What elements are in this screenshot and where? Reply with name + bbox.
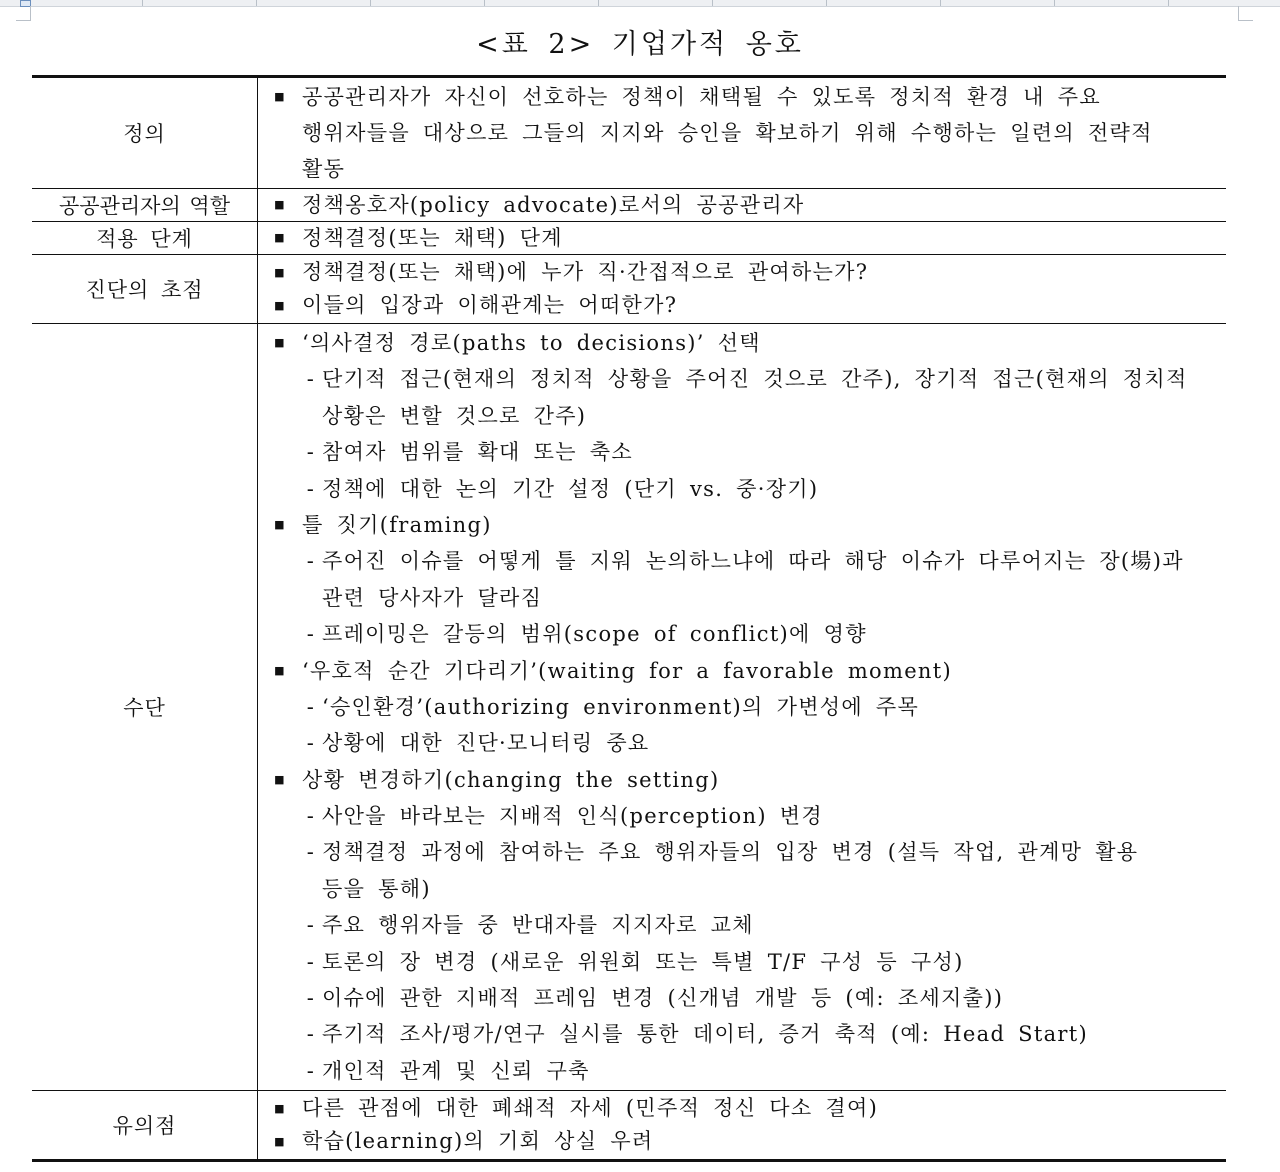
row-content [258,222,1227,255]
table-row [32,189,1226,222]
dash-icon [300,907,322,943]
sub-item: - 정책에 대한 논의 기간 설정 (단기 vs. 중·장기) [258,471,1226,507]
sub-item-continuation: 관련 당사자가 달라짐 [322,585,543,610]
list-item: ■ ‘의사결정 경로(paths to decisions)’ 선택 [258,325,1226,361]
row-content [258,324,1227,1091]
sub-item: - 상황에 대한 진단·모니터링 중요 [258,725,1226,761]
sub-item-continuation: 등을 통해) [322,876,431,901]
sub-item: - 이슈에 관한 지배적 프레임 변경 (신개념 개발 등 (예: 조세지출)) [258,980,1226,1016]
bullet-icon [258,653,302,689]
bullet-icon [258,507,302,543]
page-corner-mark [1238,6,1253,21]
dash-icon [300,798,322,834]
list-item: ■ 정책옹호자(policy advocate)로서의 공공관리자 [258,190,1226,220]
sub-item: - 사안을 바라보는 지배적 인식(perception) 변경 [258,798,1226,834]
bullet-icon [258,762,302,798]
list-item: ■ ‘우호적 순간 기다리기’(waiting for a favorable moment) [258,653,1226,689]
row-label-diagnosis: 진단의 초점 [32,255,258,324]
row-label-definition: 정의 [32,77,258,189]
row-label-means: 수단 [32,324,258,1091]
list-item-continuation: 행위자들을 대상으로 그들의 지지와 승인을 확보하기 위해 수행하는 일련의 전략적 [302,121,1153,145]
list-item: ■ 이들의 입장과 이해관계는 어떠한가? [258,289,1226,322]
sub-item: - 주기적 조사/평가/연구 실시를 통한 데이터, 증거 축적 (예: Head Start) [258,1016,1226,1052]
row-content [258,1091,1227,1161]
row-content [258,255,1227,324]
dash-icon [300,834,322,870]
dash-icon [300,689,322,725]
dash-icon [300,471,322,507]
sub-item: - 주요 행위자들 중 반대자를 지지자로 교체 [258,907,1226,943]
table-row [32,77,1226,189]
table-caption: <표 2> 기업가적 옹호 [476,29,804,60]
bullet-icon [258,1092,302,1125]
dash-icon [300,616,322,652]
policy-table [32,75,1226,1162]
dash-icon [300,944,322,980]
list-item: ■ 상황 변경하기(changing the setting) [258,762,1226,798]
table-row [32,222,1226,255]
sub-item: - 단기적 접근(현재의 정치적 상황을 주어진 것으로 간주), 장기적 접근(현재의 정치적 [258,361,1226,397]
row-content [258,77,1227,189]
row-label-caution: 유의점 [32,1091,258,1161]
dash-icon [300,1016,322,1052]
page-corner-mark [16,6,31,21]
dash-icon [300,434,322,470]
table-row [32,324,1226,1091]
bullet-icon [258,256,302,289]
dash-icon [300,1053,322,1089]
sub-item: - 프레이밍은 갈등의 범위(scope of conflict)에 영향 [258,616,1226,652]
row-label-stage: 적용 단계 [32,222,258,255]
list-item: ■ 학습(learning)의 기회 상실 우려 [258,1125,1226,1158]
row-content [258,189,1227,222]
sub-item: - 토론의 장 변경 (새로운 위원회 또는 특별 T/F 구성 등 구성) [258,944,1226,980]
dash-icon [300,980,322,1016]
bullet-icon [258,79,302,115]
list-item: ■ 정책결정(또는 채택) 단계 [258,223,1226,253]
sub-item: - ‘승인환경’(authorizing environment)의 가변성에 주목 [258,689,1226,725]
bullet-icon [258,190,302,220]
list-item: ■ 정책결정(또는 채택)에 누가 직·간접적으로 관여하는가? [258,256,1226,289]
table-row [32,1091,1226,1161]
dash-icon [300,361,322,397]
bullet-icon [258,223,302,253]
sub-item: - 개인적 관계 및 신뢰 구축 [258,1053,1226,1089]
bullet-icon [258,325,302,361]
sub-item-continuation: 상황은 변할 것으로 간주) [322,403,587,428]
ruler [0,0,1280,7]
table-row [32,255,1226,324]
bullet-icon [258,289,302,322]
sub-item: - 주어진 이슈를 어떻게 틀 지워 논의하느냐에 따라 해당 이슈가 다루어지는 장(場)과 [258,543,1226,579]
dash-icon [300,725,322,761]
sub-item: - 정책결정 과정에 참여하는 주요 행위자들의 입장 변경 (설득 작업, 관계망 활용 [258,834,1226,870]
bullet-icon [258,1125,302,1158]
list-item: ■ 틀 짓기(framing) [258,507,1226,543]
list-item: ■ 공공관리자가 자신이 선호하는 정책이 채택될 수 있도록 정치적 환경 내 주요 [258,79,1226,115]
list-item: ■ 다른 관점에 대한 폐쇄적 자세 (민주적 정신 다소 결여) [258,1092,1226,1125]
row-label-role: 공공관리자의 역할 [32,189,258,222]
dash-icon [300,543,322,579]
list-item-continuation: 활동 [302,157,346,181]
sub-item: - 참여자 범위를 확대 또는 축소 [258,434,1226,470]
